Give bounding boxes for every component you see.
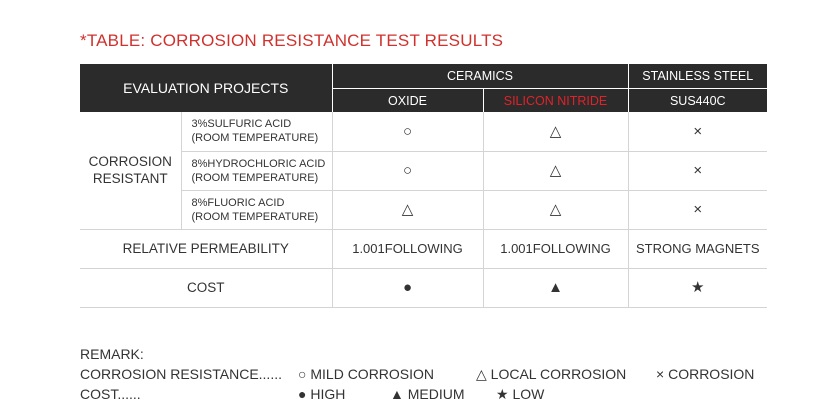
test-condition: (ROOM TEMPERATURE) — [191, 210, 319, 223]
corrosion-icon: × — [656, 366, 665, 382]
cell-sus — [628, 268, 767, 307]
page-title: *TABLE: CORROSION RESISTANCE TEST RESULTS — [80, 31, 504, 50]
local-corrosion-icon: △ — [549, 122, 562, 140]
header-ceramics: CERAMICS — [332, 64, 628, 89]
legend-low — [496, 384, 544, 404]
test-condition: (ROOM TEMPERATURE) — [191, 132, 319, 145]
header-silicon-nitride: SILICON NITRIDE — [483, 89, 628, 113]
remark-corrosion-line — [80, 364, 755, 384]
corrosion-icon: × — [693, 122, 703, 140]
low-cost-icon: ★ — [496, 386, 509, 402]
legend-high — [298, 384, 345, 404]
category-corrosion — [80, 112, 181, 229]
permeability-label: RELATIVE PERMEABILITY — [80, 229, 332, 268]
test-name: 3%SULFURIC ACID — [191, 118, 292, 131]
table-row — [80, 112, 767, 151]
cell-oxide: 1.001FOLLOWING — [332, 229, 483, 268]
legend-medium — [390, 384, 465, 404]
test-label — [181, 112, 332, 151]
cell-oxide — [332, 190, 483, 229]
mild-corrosion-icon: ○ — [402, 162, 413, 179]
cell-silicon-nitride — [483, 190, 628, 229]
header-stainless: STAINLESS STEEL — [628, 64, 767, 89]
legend-high-label: HIGH — [310, 386, 346, 402]
high-cost-icon: ● — [298, 386, 307, 402]
test-name: 8%FLUORIC ACID — [191, 196, 285, 209]
legend-mild — [298, 364, 434, 384]
legend-mild-label: MILD CORROSION — [310, 366, 435, 382]
cell-sus — [628, 151, 767, 190]
local-corrosion-icon: △ — [401, 201, 414, 218]
results-table — [80, 64, 767, 308]
category-line1: CORROSION — [88, 154, 172, 170]
medium-cost-icon: ▲ — [548, 279, 563, 296]
medium-cost-icon: ▲ — [390, 386, 404, 402]
test-label — [181, 190, 332, 229]
legend-medium-label: MEDIUM — [407, 386, 465, 402]
test-label — [181, 151, 332, 190]
header-evaluation: EVALUATION PROJECTS — [80, 64, 332, 112]
cell-sus — [628, 190, 767, 229]
corrosion-icon: × — [693, 201, 703, 218]
cost-label: COST — [80, 268, 332, 307]
corrosion-icon: × — [693, 162, 703, 179]
cell-silicon-nitride — [483, 112, 628, 151]
remark-section — [80, 344, 755, 404]
legend-local — [476, 364, 626, 384]
remark-corrosion-label: CORROSION RESISTANCE...... — [80, 366, 282, 382]
remark-cost-line — [80, 384, 545, 404]
local-corrosion-icon: △ — [549, 201, 562, 218]
table-row — [80, 229, 767, 268]
table-row — [80, 190, 767, 229]
header-sus: SUS440C — [628, 89, 767, 113]
legend-corrosion-label: CORROSION — [668, 366, 755, 382]
header-oxide: OXIDE — [332, 89, 483, 113]
test-condition: (ROOM TEMPERATURE) — [191, 171, 319, 184]
cell-sus — [628, 112, 767, 151]
table-row — [80, 268, 767, 307]
cell-oxide — [332, 268, 483, 307]
cell-silicon-nitride — [483, 268, 628, 307]
cell-oxide — [332, 151, 483, 190]
legend-low-label: LOW — [512, 386, 545, 402]
local-corrosion-icon: △ — [476, 366, 487, 382]
cell-sus: STRONG MAGNETS — [628, 229, 767, 268]
low-cost-icon: ★ — [691, 279, 705, 296]
cell-silicon-nitride — [483, 151, 628, 190]
legend-corrosion — [656, 364, 754, 384]
remark-title: REMARK: — [80, 346, 144, 362]
mild-corrosion-icon: ○ — [402, 122, 413, 140]
high-cost-icon: ● — [402, 279, 413, 296]
cell-silicon-nitride: 1.001FOLLOWING — [483, 229, 628, 268]
category-line2: RESISTANT — [92, 171, 168, 187]
test-name: 8%HYDROCHLORIC ACID — [191, 157, 326, 170]
local-corrosion-icon: △ — [549, 162, 562, 179]
cell-oxide — [332, 112, 483, 151]
table-row — [80, 151, 767, 190]
legend-local-label: LOCAL CORROSION — [490, 366, 627, 382]
remark-cost-label: COST...... — [80, 386, 141, 402]
mild-corrosion-icon: ○ — [298, 366, 307, 382]
